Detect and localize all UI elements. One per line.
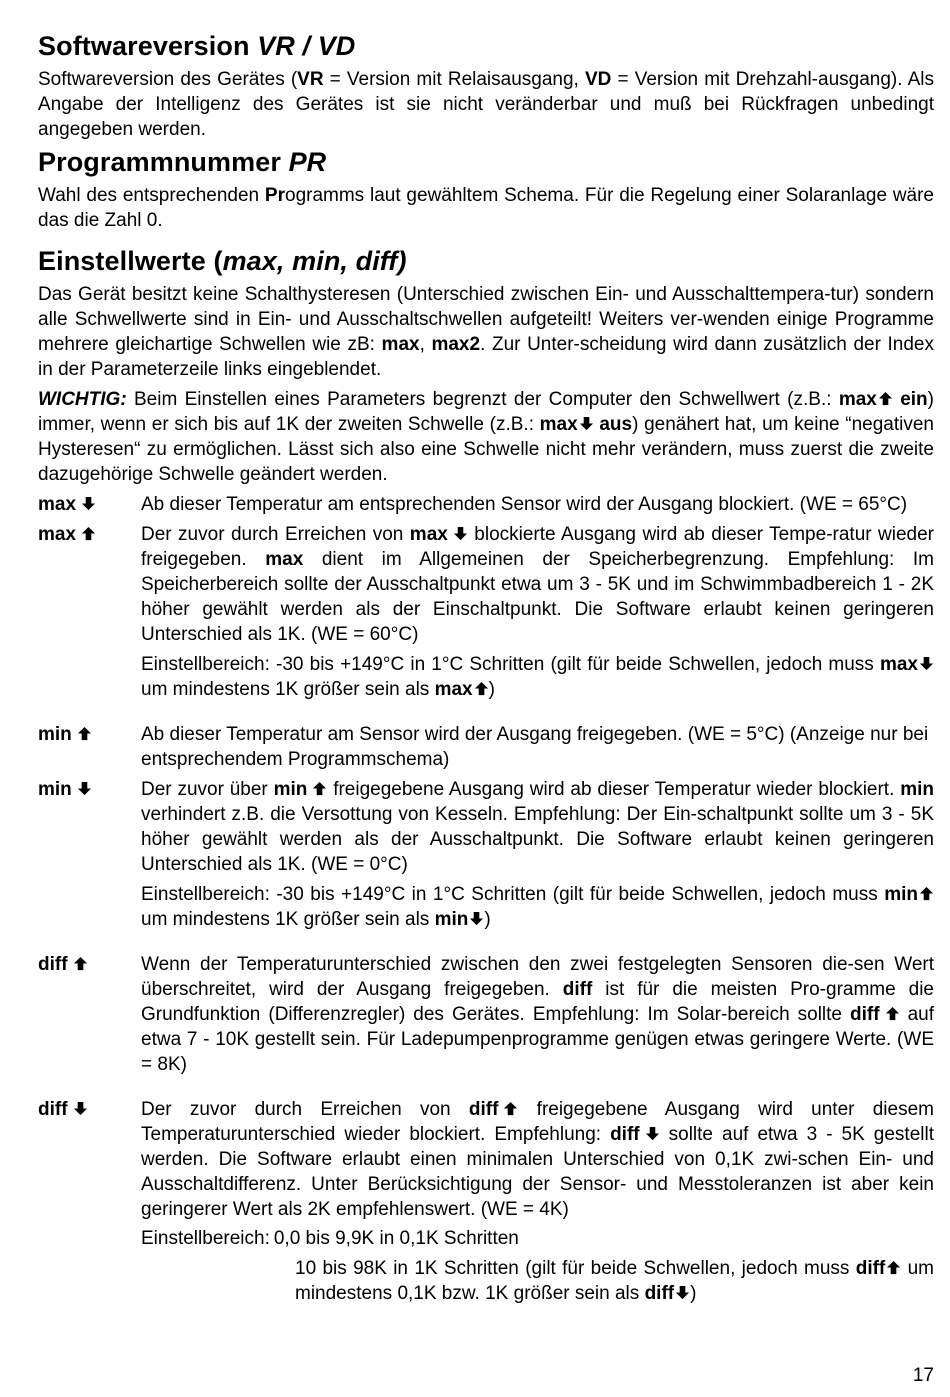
arrow-down-icon (919, 656, 934, 671)
term-diff-down (38, 1097, 934, 1222)
page-number: 17 (912, 1365, 934, 1386)
heading-softwareversion (38, 28, 934, 64)
paragraph-einstellwerte-intro: Das Gerät besitzt keine Schalthysteresen (Unterschied zwischen Ein- und Ausschalttempera-tur) sondern alle Schwellwerte sind in Ein- und Ausschaltschwellen aufgeteilt! Weiters ver-wenden einige Programme mehrere gleichartige Schwellen wie zB: max, max2. Zur Unter-scheidung wird dann zusätzlich der Index in der Parameterzeile links eingeblendet. (38, 284, 934, 380)
arrow-up-icon (474, 681, 489, 696)
range-paragraph: Einstellbereich: -30 bis +149°C in 1°C Schritten (gilt für beide Schwellen, jedoch muss min um mindestens 1K größer sein als min ) (141, 882, 934, 932)
heading-text: Einstellwerte ( (38, 246, 223, 276)
wichtig-label: WICHTIG: (38, 389, 127, 410)
diff-range-line (141, 1226, 934, 1251)
arrow-down-icon (645, 1126, 660, 1141)
paragraph-softwareversion: Softwareversion des Gerätes (VR = Version mit Relaisausgang, VD = Version mit Drehzahl-ausgang). Als Angabe der Intelligenz des Gerätes ist sie nicht veränderbar und muß bei Rückfragen unbedingt angegeben werden. (38, 69, 934, 140)
term-label: max (38, 492, 141, 517)
term-max-down (38, 492, 934, 517)
term-min-down (38, 777, 934, 932)
term-max-up (38, 522, 934, 702)
term-label: diff (38, 952, 141, 1077)
range-value-2: 10 bis 98K in 1K Schritten (gilt für beide Schwellen, jedoch muss diff um mindestens 0,1K bzw. 1K größer sein als diff ) (295, 1258, 934, 1304)
arrow-down-icon (469, 911, 484, 926)
arrow-up-icon (885, 1006, 900, 1021)
heading-italic: PR (288, 147, 327, 177)
manual-page (38, 28, 934, 1306)
arrow-up-icon (312, 781, 327, 796)
arrow-up-icon (73, 956, 88, 971)
term-definition: Der zuvor durch Erreichen von diff freigegebene Ausgang wird unter diesem Temperaturunterschied wieder blockiert. Empfehlung: diff sollte auf etwa 3 - 5K gestellt werden. Die Software erlaubt einen minimalen Unterschied von 0,1K zwi-schen Ein- und Ausschaltdifferenz. Unter Berücksichtigung der Sensor- und Messtoleranzen ist aber kein geringerer Wert als 2K empfehlenswert. (WE = 4K) (141, 1099, 934, 1220)
paragraph-programmnummer: Wahl des entsprechenden Programms laut gewähltem Schema. Für die Regelung einer Solaranlage wäre das die Zahl 0. (38, 185, 934, 231)
term-label: min (38, 722, 141, 772)
arrow-down-icon (73, 1101, 88, 1116)
term-definition: Ab dieser Temperatur am Sensor wird der Ausgang freigegeben. (WE = 5°C) (Anzeige nur bei entsprechendem Programmschema) (141, 724, 929, 770)
arrow-down-icon (81, 496, 96, 511)
heading-programmnummer (38, 144, 934, 180)
term-label: max (38, 522, 141, 702)
term-min-up (38, 722, 934, 772)
term-diff-up (38, 952, 934, 1077)
term-label: min (38, 777, 141, 932)
range-value-1: 0,0 bis 9,9K in 0,1K Schritten (273, 1228, 519, 1249)
heading-italic: VR / VD (257, 31, 356, 61)
range-label: Einstellbereich: (141, 1228, 270, 1249)
arrow-up-icon (81, 526, 96, 541)
arrow-up-icon (919, 886, 934, 901)
term-definition: Der zuvor durch Erreichen von max blockierte Ausgang wird ab dieser Tempe-ratur wieder freigegeben. max dient im Allgemeinen der Speicherbegrenzung. Empfehlung: Im Speicherbereich sollte der Ausschaltpunkt etwa um 3 - 5K und im Schwimmbadbereich 1 - 2K höher gewählt werden als der Einschaltpunkt. Die Software erlaubt keinen geringeren Unterschied als 1K. (WE = 60°C) Einstellbereich: -30 bis +149°C in 1°C Schritten (gilt für beide Schwellen, jedoch muss max um mindestens 1K größer sein als max ) (141, 524, 934, 700)
term-definition: Ab dieser Temperatur am entsprechenden Sensor wird der Ausgang blockiert. (WE = 65°C) (141, 494, 908, 515)
term-definition: Wenn der Temperaturunterschied zwischen den zwei festgelegten Sensoren die-sen Wert überschreitet, wird der Ausgang freigegeben. diff ist für die meisten Pro-gramme die Grundfunktion (Differenzregler) des Gerätes. Empfehlung: Im Solar-bereich sollte diff auf etwa 7 - 10K gestellt sein. Für Ladepumpenprogramme genügen etwas geringere Werte. (WE = 8K) (141, 954, 934, 1075)
arrow-up-icon (503, 1101, 518, 1116)
term-definition: Der zuvor über min freigegebene Ausgang wird ab dieser Temperatur wieder blockiert. min verhindert z.B. die Versottung von Kesseln. Empfehlung: Der Ein-schaltpunkt sollte um 3 - 5K höher gewählt werden als der Ausschaltpunkt. Die Software erlaubt keinen geringeren Unterschied als 1K. (WE = 0°C) Einstellbereich: -30 bis +149°C in 1°C Schritten (gilt für beide Schwellen, jedoch muss min um mindestens 1K größer sein als min ) (141, 779, 934, 930)
heading-italic: max, min, diff) (222, 246, 407, 276)
heading-text: Softwareversion (38, 31, 250, 61)
arrow-down-icon (675, 1285, 690, 1300)
arrow-up-icon (77, 726, 92, 741)
heading-text: Programmnummer (38, 147, 281, 177)
term-label: diff (38, 1097, 141, 1222)
heading-einstellwerte (38, 243, 934, 279)
arrow-up-icon (886, 1260, 901, 1275)
arrow-up-icon (878, 391, 893, 406)
arrow-down-icon (77, 781, 92, 796)
paragraph-wichtig: WICHTIG: Beim Einstellen eines Parameters begrenzt der Computer den Schwellwert (z.B.: max ein) immer, wenn er sich bis auf 1K der zweiten Schwelle (z.B.: max aus) genähert hat, um keine “negativen Hysteresen“ zu ermöglichen. Lässt sich also eine Schwelle nicht mehr verändern, muss zuerst die zweite dazugehörige Schwelle geändert werden. (38, 389, 934, 485)
arrow-down-icon (453, 526, 468, 541)
arrow-down-icon (579, 416, 594, 431)
range-paragraph: Einstellbereich: -30 bis +149°C in 1°C Schritten (gilt für beide Schwellen, jedoch muss max um mindestens 1K größer sein als max ) (141, 652, 934, 702)
